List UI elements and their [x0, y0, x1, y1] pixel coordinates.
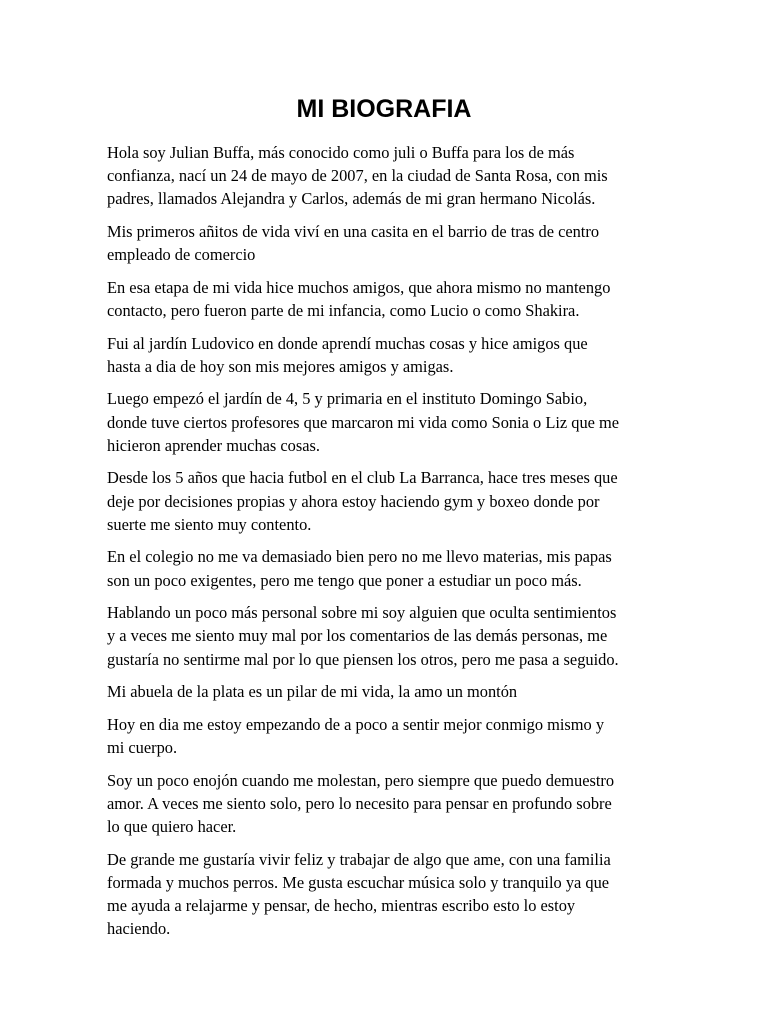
paragraph: Mi abuela de la plata es un pilar de mi vida, la amo un montón [107, 682, 518, 702]
paragraph: Desde los 5 años que hacia futbol en el club La Barranca, hace tres meses que deje por decisiones propias y ahora estoy haciendo gym y boxeo donde por suerte me siento muy contento. [107, 468, 618, 534]
paragraph: Hoy en dia me estoy empezando de a poco a sentir mejor conmigo mismo y mi cuerpo. [107, 714, 605, 757]
paragraph: Fui al jardín Ludovico en donde aprendí muchas cosas y hice amigos que hasta a dia de hoy son mis mejores amigos y amigas. [107, 333, 588, 376]
paragraph: En esa etapa de mi vida hice muchos amigos, que ahora mismo no mantengo contacto, pero fueron parte de mi infancia, como Lucio o como Shakira. [107, 277, 611, 320]
paragraph: En el colegio no me va demasiado bien pero no me llevo materias, mis papas son un poco exigentes, pero me tengo que poner a estudiar un poco más. [107, 547, 612, 590]
paragraph: De grande me gustaría vivir feliz y trabajar de algo que ame, con una familia formada y muchos perros. Me gusta escuchar música solo y tranquilo ya que me ayuda a relajarme y pensar, de hecho, mientras escribo esto lo estoy haciendo. [107, 849, 611, 939]
paragraph: Hola soy Julian Buffa, más conocido como juli o Buffa para los de más confianza, nací un 24 de mayo de 2007, en la ciudad de Santa Rosa, con mis padres, llamados Alejandra y Carlos, además de mi gran hermano Nicolás. [107, 143, 608, 209]
paragraph: Hablando un poco más personal sobre mi soy alguien que oculta sentimientos y a veces me siento muy mal por los comentarios de las demás personas, me gustaría no sentirme mal por lo que piensen los otros, pero me pasa a seguido. [107, 603, 619, 669]
paragraph: Mis primeros añitos de vida viví en una casita en el barrio de tras de centro empleado de comercio [107, 222, 600, 265]
page-title: MI BIOGRAFIA [296, 95, 472, 123]
paragraph: Soy un poco enojón cuando me molestan, pero siempre que puedo demuestro amor. A veces me siento solo, pero lo necesito para pensar en profundo sobre lo que quiero hacer. [107, 770, 615, 836]
paragraph: Luego empezó el jardín de 4, 5 y primaria en el instituto Domingo Sabio, donde tuve ciertos profesores que marcaron mi vida como Sonia o Liz que me hicieron aprender muchas cosas. [107, 389, 620, 455]
document-body [107, 141, 667, 950]
